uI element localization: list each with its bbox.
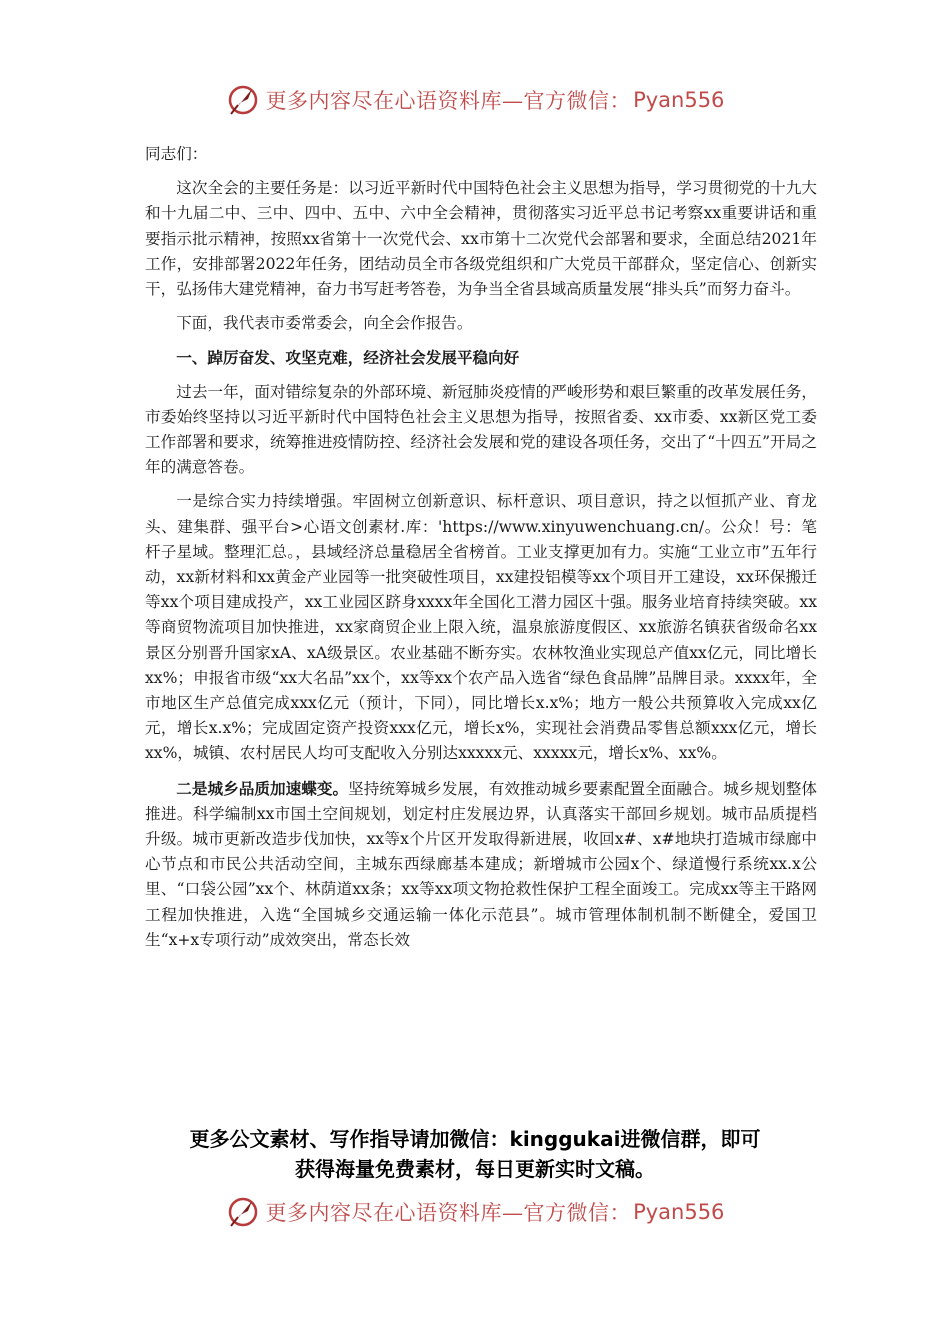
point-text: 坚持统筹城乡发展，有效推动城乡要素配置全面融合。城乡规划整体推进。科学编制xx市国土空间规划，划定村庄发展边界，认真落实干部回乡规划。城市品质提档升级。城市更新改造步伐加快，xx等x个片区开发取得新进展，收回x#、x#地块打造城市绿廊中心节点和市民公共活动空间，主城东西绿廊基本建成；新增城市公园x个、绿道慢行系统xx.x公里、“口袋公园”xx个、林荫道xx条；xx等xx项文物抢救性保护工程全面竣工。完成xx等主干路网工程加快推进，入选“全国城乡交通运输一体化示范县”。城市管理体制机制不断健全，爱国卫生“x+x专项行动”成效突出，常态长效 [145,779,817,949]
paragraph: 下面，我代表市委常委会，向全会作报告。 [176,314,473,333]
paragraph: 这次全会的主要任务是：以习近平新时代中国特色社会主义思想为指导，学习贯彻党的十九大和十九届二中、三中、四中、五中、六中全会精神，贯彻落实习近平总书记考察xx重要讲话和重要指示批示精神，按照xx省第十一次党代会、xx市第十二次党代会部署和要求，全面总结2021年工作，安排部署2022年任务，团结动员全市各级党组织和广大党员干部群众，坚定信心、创新实干，弘扬伟大建党精神，奋力书写赶考答卷，为争当全省县域高质量发展“排头兵”而努力奋斗。 [145,179,817,299]
quill-logo-icon [226,83,260,117]
paragraph: 过去一年，面对错综复杂的外部环境、新冠肺炎疫情的严峻形势和艰巨繁重的改革发展任务，市委始终坚持以习近平新时代中国特色社会主义思想为指导，按照省委、xx市委、xx新区党工委工作部署和要求，统筹推进疫情防控、经济社会发展和党的建设各项任务，交出了“十四五”开局之年的满意答卷。 [145,382,817,477]
banner-wechat-id: Pyan556 [633,88,725,112]
promo-text [100,1124,850,1184]
paragraph [145,776,817,953]
promo-line: 获得海量免费素材，每日更新实时文稿。 [295,1157,655,1181]
paragraph: 一是综合实力持续增强。牢固树立创新意识、标杆意识、项目意识，持之以恒抓产业、育龙头、建集群、强平台>心语文创素材.库：'https://www.xinyuwenchuang.cn/。公众！号：笔杆子星域。整理汇总。，县域经济总量稳居全省榜首。工业支撑更加有力。实施“工业立市”五年行动，xx新材料和xx黄金产业园等一批突破性项目，xx建投铝模等xx个项目开工建设，xx环保搬迁等xx个项目建成投产，xx工业园区跻身xxxx年全国化工潜力园区十强。服务业培育持续突破。xx等商贸物流项目加快推进，xx家商贸企业上限入统，温泉旅游度假区、xx旅游名镇获省级命名xx景区分别晋升国家xA、xA级景区。农业基础不断夯实。农林牧渔业实现总产值xx亿元，同比增长xx%；申报省市级“xx大名品”xx个，xx等xx个农产品入选省“绿色食品牌”品牌目录。xxxx年，全市地区生产总值完成xxx亿元（预计，下同），同比增长x.x%；地方一般公共预算收入完成xx亿元，增长x.x%；完成固定资产投资xxx亿元，增长x%，实现社会消费品零售总额xxx亿元，增长xx%，城镇、农村居民人均可支配收入分别达xxxxx元、xxxxx元，增长x%、xx%。 [145,492,817,763]
promo-line: 更多公文素材、写作指导请加微信：kinggukai进微信群，即可 [189,1127,761,1151]
quill-logo-icon [226,1195,260,1229]
footer-banner [0,1190,950,1234]
section-heading: 一、踔厉奋发、攻坚克难，经济社会发展平稳向好 [176,348,520,368]
header-banner [0,78,950,122]
document-body [145,142,817,953]
banner-text: 更多内容尽在心语资料库—官方微信： [265,1201,632,1225]
greeting: 同志们： [145,145,208,163]
banner-wechat-id: Pyan556 [633,1200,725,1224]
banner-text: 更多内容尽在心语资料库—官方微信： [265,89,632,113]
point-lead: 二是城乡品质加速蝶变。 [176,778,349,798]
